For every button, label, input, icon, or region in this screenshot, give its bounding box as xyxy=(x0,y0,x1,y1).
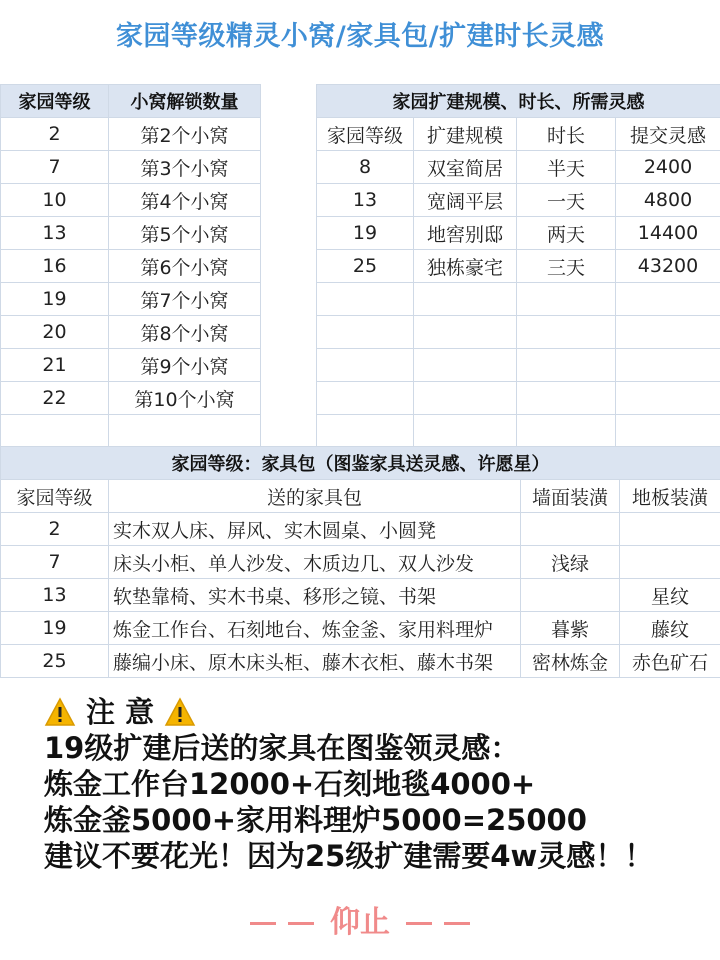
furniture-cell xyxy=(620,513,720,546)
table-row xyxy=(1,349,720,382)
column-gap xyxy=(261,118,317,151)
expansion-column-header: 家园等级 xyxy=(317,118,414,151)
nest-count-cell: 第7个小窝 xyxy=(109,283,261,316)
table-row xyxy=(1,217,720,250)
empty-cell xyxy=(517,283,616,316)
dash-decoration xyxy=(444,922,470,925)
expansion-cell: 4800 xyxy=(616,184,720,217)
empty-cell xyxy=(317,316,414,349)
table-row xyxy=(1,250,720,283)
column-gap xyxy=(261,151,317,184)
furniture-cell: 19 xyxy=(1,612,109,645)
furniture-cell: 浅绿 xyxy=(521,546,620,579)
furniture-cell: 25 xyxy=(1,645,109,678)
table-row xyxy=(1,612,720,645)
nest-count-cell: 第3个小窝 xyxy=(109,151,261,184)
furniture-cell xyxy=(620,546,720,579)
table-header-row xyxy=(1,447,720,480)
table-row xyxy=(1,382,720,415)
nest-count-cell: 第9个小窝 xyxy=(109,349,261,382)
notice-line: 炼金釜5000+家用料理炉5000=25000 xyxy=(44,803,587,837)
furniture-cell: 暮紫 xyxy=(521,612,620,645)
expansion-cell: 一天 xyxy=(517,184,616,217)
dash-decoration xyxy=(250,922,276,925)
expansion-cell: 两天 xyxy=(517,217,616,250)
expansion-cell: 19 xyxy=(317,217,414,250)
expansion-header: 家园扩建规模、时长、所需灵感 xyxy=(317,85,720,118)
expansion-column-header: 提交灵感 xyxy=(616,118,720,151)
nest-level-cell: 22 xyxy=(1,382,109,415)
expansion-cell: 43200 xyxy=(616,250,720,283)
empty-cell xyxy=(414,316,517,349)
expansion-cell: 宽阔平层 xyxy=(414,184,517,217)
expansion-cell: 半天 xyxy=(517,151,616,184)
empty-cell xyxy=(616,316,720,349)
dash-decoration xyxy=(406,922,432,925)
expansion-cell: 2400 xyxy=(616,151,720,184)
empty-cell xyxy=(1,415,109,448)
nest-level-cell: 21 xyxy=(1,349,109,382)
page-title: 家园等级精灵小窝/家具包/扩建时长灵感 xyxy=(115,21,605,52)
furniture-header: 家园等级：家具包（图鉴家具送灵感、许愿星） xyxy=(1,447,720,480)
empty-cell xyxy=(317,349,414,382)
column-gap xyxy=(261,349,317,382)
expansion-cell: 13 xyxy=(317,184,414,217)
notice-block xyxy=(44,694,704,874)
expansion-column-header: 时长 xyxy=(517,118,616,151)
furniture-cell: 炼金工作台、石刻地台、炼金釜、家用料理炉 xyxy=(109,612,521,645)
furniture-column-header: 家园等级 xyxy=(1,480,109,513)
empty-cell xyxy=(109,415,261,448)
empty-cell xyxy=(616,283,720,316)
table-row xyxy=(1,546,720,579)
empty-cell xyxy=(517,415,616,448)
furniture-cell: 软垫靠椅、实木书桌、移形之镜、书架 xyxy=(109,579,521,612)
notice-heading-row xyxy=(44,694,704,730)
expansion-cell: 地窖别邸 xyxy=(414,217,517,250)
empty-cell xyxy=(517,349,616,382)
furniture-cell xyxy=(521,579,620,612)
expansion-cell: 双室简居 xyxy=(414,151,517,184)
nest-count-cell: 第4个小窝 xyxy=(109,184,261,217)
empty-cell xyxy=(616,382,720,415)
expansion-cell: 25 xyxy=(317,250,414,283)
column-gap xyxy=(261,184,317,217)
notice-line: 炼金工作台12000+石刻地毯4000+ xyxy=(44,767,536,801)
author-signature xyxy=(0,897,720,941)
furniture-cell xyxy=(521,513,620,546)
furniture-cell: 赤色矿石 xyxy=(620,645,720,678)
table-row xyxy=(1,480,720,513)
furniture-cell: 藤编小床、原木床头柜、藤木衣柜、藤木书架 xyxy=(109,645,521,678)
empty-cell xyxy=(517,382,616,415)
furniture-cell: 床头小柜、单人沙发、木质边几、双人沙发 xyxy=(109,546,521,579)
furniture-pack-table xyxy=(0,446,720,678)
expansion-cell: 14400 xyxy=(616,217,720,250)
expansion-cell: 三天 xyxy=(517,250,616,283)
furniture-cell: 实木双人床、屏风、实木圆桌、小圆凳 xyxy=(109,513,521,546)
empty-cell xyxy=(317,415,414,448)
nest-level-cell: 19 xyxy=(1,283,109,316)
furniture-column-header: 送的家具包 xyxy=(109,480,521,513)
notice-heading: 注 意 xyxy=(86,695,155,729)
table-row xyxy=(1,184,720,217)
nest-level-header: 家园等级 xyxy=(1,85,109,118)
notice-line: 19级扩建后送的家具在图鉴领灵感： xyxy=(44,731,520,765)
nest-level-cell: 2 xyxy=(1,118,109,151)
table-row xyxy=(1,579,720,612)
empty-cell xyxy=(414,382,517,415)
table-row xyxy=(1,415,720,448)
nest-level-cell: 7 xyxy=(1,151,109,184)
column-gap xyxy=(261,85,317,118)
furniture-column-header: 墙面装潢 xyxy=(521,480,620,513)
furniture-cell: 7 xyxy=(1,546,109,579)
nest-count-cell: 第5个小窝 xyxy=(109,217,261,250)
column-gap xyxy=(261,250,317,283)
empty-cell xyxy=(517,316,616,349)
furniture-cell: 2 xyxy=(1,513,109,546)
nest-level-cell: 16 xyxy=(1,250,109,283)
empty-cell xyxy=(616,415,720,448)
table-row xyxy=(1,151,720,184)
furniture-column-header: 地板装潢 xyxy=(620,480,720,513)
empty-cell xyxy=(414,415,517,448)
notice-line: 建议不要花光！因为25级扩建需要4w灵感！！ xyxy=(44,839,654,873)
expansion-cell: 独栋豪宅 xyxy=(414,250,517,283)
nest-level-cell: 20 xyxy=(1,316,109,349)
warning-icon xyxy=(164,697,196,727)
table-row xyxy=(1,513,720,546)
nest-count-cell: 第10个小窝 xyxy=(109,382,261,415)
expansion-column-header: 扩建规模 xyxy=(414,118,517,151)
nest-count-cell: 第2个小窝 xyxy=(109,118,261,151)
nest-count-cell: 第8个小窝 xyxy=(109,316,261,349)
nest-level-cell: 13 xyxy=(1,217,109,250)
expansion-cell: 8 xyxy=(317,151,414,184)
empty-cell xyxy=(317,382,414,415)
column-gap xyxy=(261,217,317,250)
furniture-cell: 星纹 xyxy=(620,579,720,612)
table-row xyxy=(1,118,720,151)
nest-and-expansion-table xyxy=(0,84,720,448)
empty-cell xyxy=(414,283,517,316)
nest-level-cell: 10 xyxy=(1,184,109,217)
dash-decoration xyxy=(288,922,314,925)
table-row xyxy=(1,316,720,349)
warning-icon xyxy=(44,697,76,727)
table-row xyxy=(1,645,720,678)
nest-count-cell: 第6个小窝 xyxy=(109,250,261,283)
table-header-row xyxy=(1,85,720,118)
column-gap xyxy=(261,316,317,349)
nest-count-header: 小窝解锁数量 xyxy=(109,85,261,118)
empty-cell xyxy=(317,283,414,316)
empty-cell xyxy=(616,349,720,382)
table-row xyxy=(1,283,720,316)
author-name: 仰止 xyxy=(330,905,390,940)
column-gap xyxy=(261,283,317,316)
empty-cell xyxy=(414,349,517,382)
furniture-cell: 藤纹 xyxy=(620,612,720,645)
furniture-cell: 密林炼金 xyxy=(521,645,620,678)
column-gap xyxy=(261,382,317,415)
column-gap xyxy=(261,415,317,448)
furniture-cell: 13 xyxy=(1,579,109,612)
